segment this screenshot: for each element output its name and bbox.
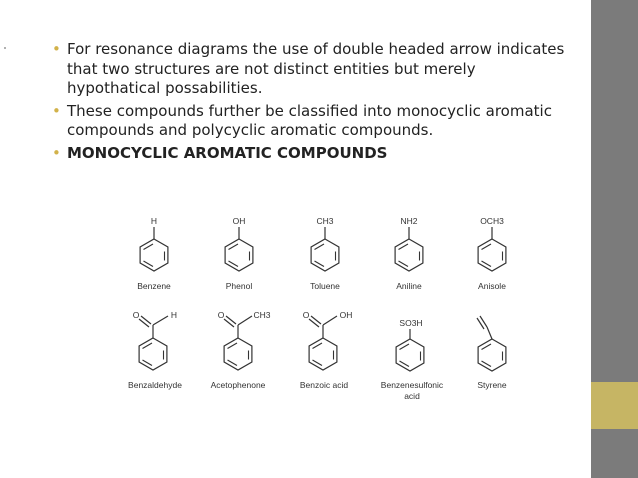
- compound-name: Aniline: [396, 281, 422, 291]
- compound-name: Styrene: [477, 380, 507, 390]
- bullet-item-resonance: [52, 40, 572, 99]
- substituent-label: H: [150, 216, 158, 226]
- carbonyl-oxygen-label: O: [132, 310, 140, 320]
- compound-toluene: [310, 216, 340, 291]
- sidebar-strip-lower: [591, 429, 638, 478]
- bullet-text: MONOCYCLIC AROMATIC COMPOUNDS: [67, 143, 388, 162]
- compound-name: Benzene: [137, 281, 171, 291]
- bullet-text: These compounds further be classified into monocyclic aromatic compounds and polycyclic aromatic compounds.: [67, 101, 552, 139]
- compound-name: Phenol: [225, 281, 253, 291]
- carbonyl-oxygen-label: O: [217, 310, 225, 320]
- compound-name-line1: Benzenesulfonic: [380, 380, 444, 390]
- substituent-label: CH3: [316, 216, 334, 226]
- compound-benzenesulfonic-acid: [381, 318, 444, 401]
- compound-name: Acetophenone: [210, 380, 266, 390]
- substituent-label: OH: [339, 310, 353, 320]
- compound-benzoic-acid: [300, 310, 352, 390]
- compound-name: Benzaldehyde: [128, 380, 182, 390]
- compound-acetophenone: [211, 310, 271, 390]
- substituent-label: NH2: [400, 216, 418, 226]
- compound-benzene: [137, 216, 171, 291]
- compound-name: Anisole: [478, 281, 506, 291]
- compound-aniline: [395, 216, 423, 291]
- compound-name: Toluene: [310, 281, 340, 291]
- sidebar-accent-band: [591, 382, 638, 429]
- compound-phenol: [225, 216, 253, 291]
- slide-marker-dot: [4, 47, 6, 49]
- bullet-glyph: •: [52, 101, 61, 120]
- compound-name-line2: acid: [404, 391, 420, 401]
- bullet-list: [52, 40, 572, 166]
- bullet-item-heading: [52, 144, 572, 164]
- compound-anisole: [478, 216, 506, 291]
- bullet-glyph: •: [52, 40, 61, 58]
- substituent-label: SO3H: [399, 318, 423, 328]
- compound-figure: [120, 210, 525, 415]
- bullet-glyph: •: [52, 143, 61, 162]
- carbonyl-oxygen-label: O: [302, 310, 310, 320]
- bullet-text: For resonance diagrams the use of double headed arrow indicates that two structures are not distinct entities but merely hypothatical possabilities.: [67, 40, 565, 97]
- bullet-item-classification: [52, 102, 572, 141]
- substituent-label: OCH3: [480, 216, 504, 226]
- compound-benzaldehyde: [128, 310, 182, 390]
- substituent-label: H: [170, 310, 178, 320]
- substituent-label: OH: [232, 216, 246, 226]
- substituent-label: CH3: [253, 310, 271, 320]
- compound-styrene: [477, 316, 507, 390]
- compound-name: Benzoic acid: [299, 380, 349, 390]
